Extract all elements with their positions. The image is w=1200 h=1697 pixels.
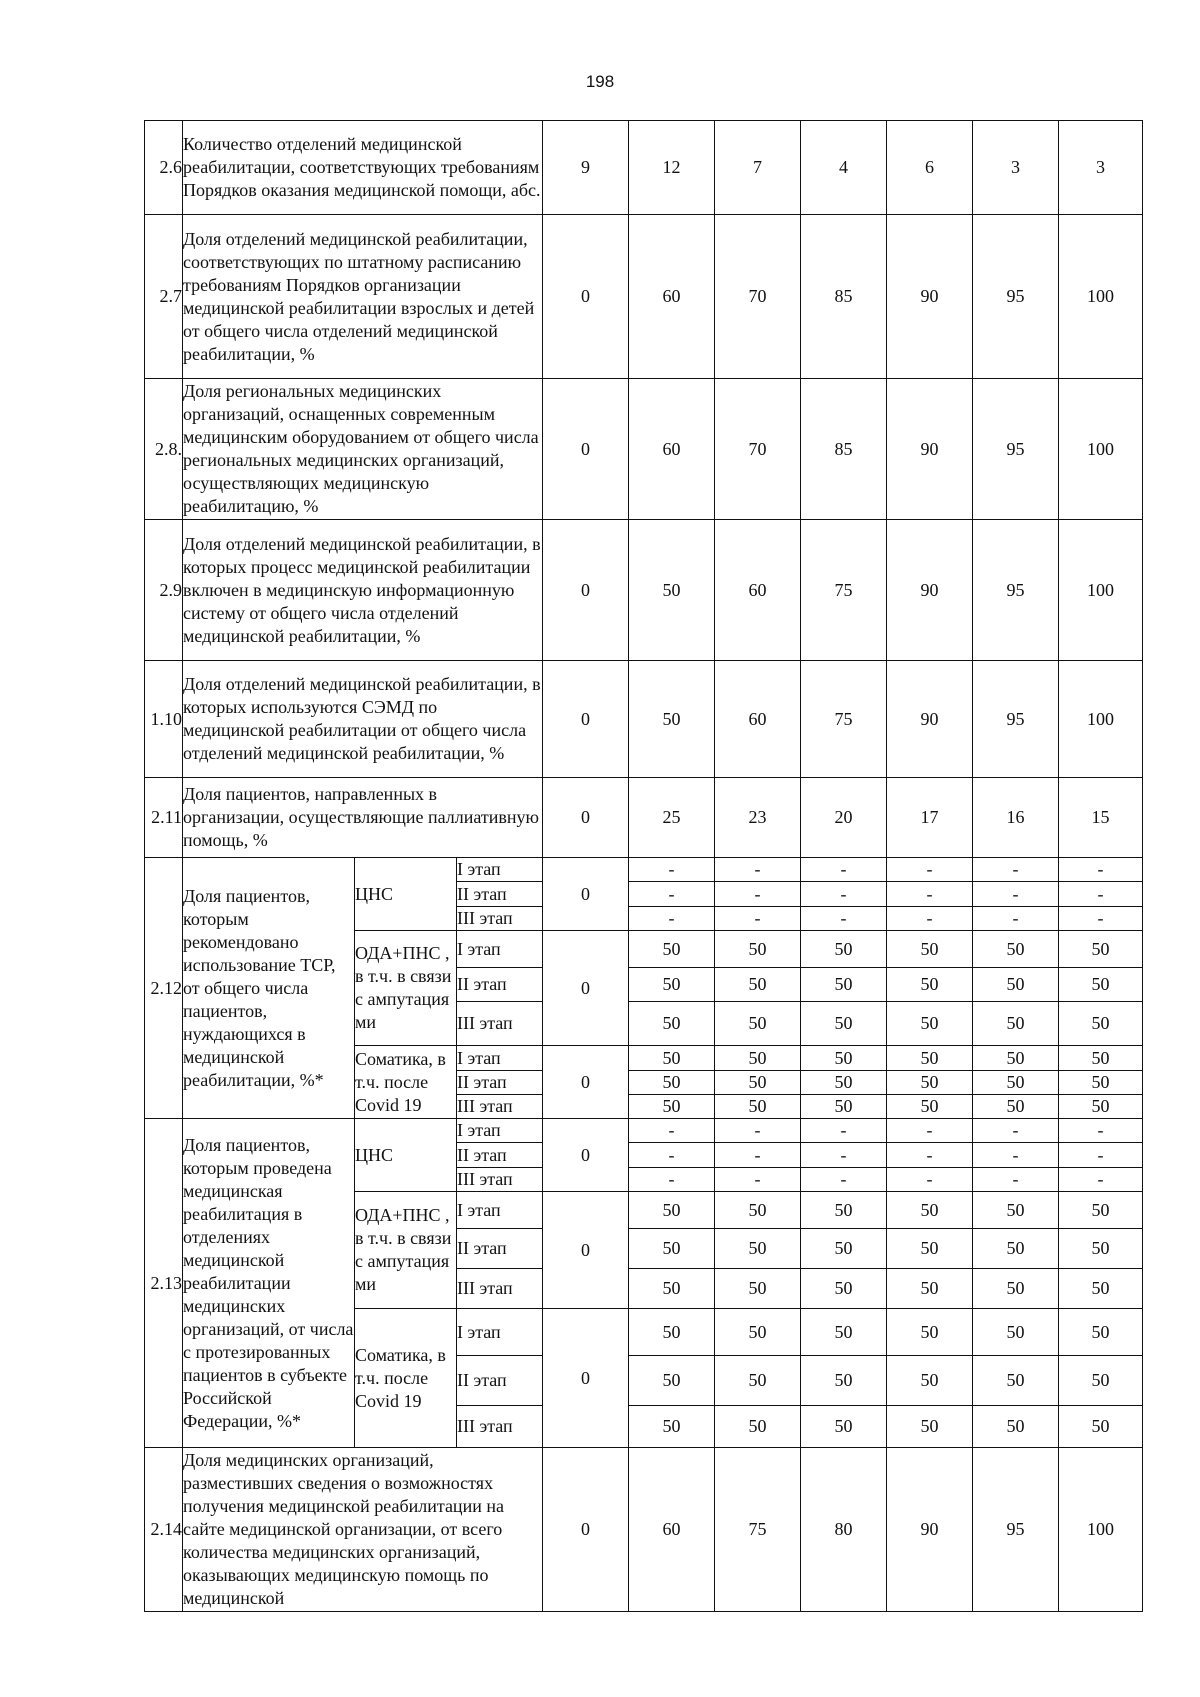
value-cell: -: [801, 882, 887, 907]
stage-label: III этап: [457, 1168, 543, 1192]
base-value: 0: [543, 931, 629, 1046]
value-cell: 20: [801, 778, 887, 858]
value-cell: 50: [629, 1229, 715, 1269]
value-cell: 50: [887, 931, 973, 968]
value-cell: 60: [715, 520, 801, 661]
row-number: 1.10: [145, 661, 183, 778]
base-value: 0: [543, 1309, 629, 1448]
value-cell: 0: [543, 1448, 629, 1612]
value-cell: 50: [973, 1269, 1059, 1309]
stage-label: III этап: [457, 907, 543, 931]
value-cell: 50: [629, 1406, 715, 1448]
value-cell: 50: [715, 1192, 801, 1229]
value-cell: -: [715, 858, 801, 882]
value-cell: 50: [973, 1095, 1059, 1119]
indicator-name: Количество отделений медицинской реабилитации, соответствующих требованиям Порядков оказания медицинской помощи, абс.: [183, 121, 543, 215]
value-cell: 50: [715, 1046, 801, 1071]
value-cell: 3: [1059, 121, 1143, 215]
value-cell: -: [629, 907, 715, 931]
stage-label: II этап: [457, 1229, 543, 1269]
value-cell: 50: [715, 1356, 801, 1406]
row-number: 2.11: [145, 778, 183, 858]
value-cell: 50: [715, 1229, 801, 1269]
value-cell: -: [973, 1143, 1059, 1168]
row-2-9: [145, 520, 1143, 661]
value-cell: -: [715, 882, 801, 907]
value-cell: -: [801, 1168, 887, 1192]
value-cell: 50: [801, 1192, 887, 1229]
value-cell: 17: [887, 778, 973, 858]
value-cell: -: [629, 1143, 715, 1168]
value-cell: 95: [973, 215, 1059, 379]
indicator-name: Доля отделений медицинской реабилитации, соответствующих по штатному расписанию требованиям Порядков организации медицинской реабилитации взрослых и детей от общего числа отделений медицинской реабилитации, %: [183, 215, 543, 379]
value-cell: 50: [801, 1095, 887, 1119]
value-cell: 50: [973, 1071, 1059, 1095]
value-cell: -: [715, 907, 801, 931]
indicator-name: Доля отделений медицинской реабилитации, в которых используются СЭМД по медицинской реабилитации от общего числа отделений медицинской реабилитации, %: [183, 661, 543, 778]
value-cell: 50: [801, 1309, 887, 1356]
value-cell: -: [801, 1119, 887, 1143]
value-cell: 50: [973, 1229, 1059, 1269]
stage-label: III этап: [457, 1002, 543, 1046]
indicator-name: Доля пациентов, которым рекомендовано использование ТСР, от общего числа пациентов, нуждающихся в медицинской реабилитации, %*: [183, 858, 355, 1119]
base-value: 0: [543, 858, 629, 931]
value-cell: 50: [801, 1406, 887, 1448]
value-cell: 50: [629, 520, 715, 661]
value-cell: -: [715, 1143, 801, 1168]
stage-row: [145, 858, 1143, 882]
value-cell: 80: [801, 1448, 887, 1612]
value-cell: 75: [715, 1448, 801, 1612]
value-cell: -: [629, 1119, 715, 1143]
value-cell: 50: [973, 1046, 1059, 1071]
value-cell: -: [887, 907, 973, 931]
value-cell: 50: [629, 1071, 715, 1095]
value-cell: 50: [629, 931, 715, 968]
value-cell: 9: [543, 121, 629, 215]
value-cell: 50: [715, 968, 801, 1002]
category-label: ОДА+ПНС , в т.ч. в связи с ампутация ми: [355, 1192, 457, 1309]
stage-label: I этап: [457, 1046, 543, 1071]
row-1-10: [145, 661, 1143, 778]
row-number: 2.14: [145, 1448, 183, 1612]
value-cell: 60: [629, 1448, 715, 1612]
base-value: 0: [543, 1046, 629, 1119]
value-cell: 50: [887, 1192, 973, 1229]
category-label: Соматика, в т.ч. после Covid 19: [355, 1309, 457, 1448]
stage-label: I этап: [457, 858, 543, 882]
value-cell: 50: [801, 1046, 887, 1071]
row-2-6: [145, 121, 1143, 215]
value-cell: 90: [887, 1448, 973, 1612]
value-cell: 95: [973, 520, 1059, 661]
value-cell: 50: [973, 1192, 1059, 1229]
value-cell: 7: [715, 121, 801, 215]
value-cell: 50: [973, 931, 1059, 968]
value-cell: -: [715, 1168, 801, 1192]
value-cell: 25: [629, 778, 715, 858]
value-cell: 50: [887, 968, 973, 1002]
row-number: 2.7: [145, 215, 183, 379]
page-number: 198: [585, 72, 615, 91]
value-cell: 50: [801, 968, 887, 1002]
value-cell: 50: [715, 1406, 801, 1448]
value-cell: 16: [973, 778, 1059, 858]
value-cell: 90: [887, 520, 973, 661]
value-cell: -: [887, 1119, 973, 1143]
value-cell: 50: [715, 1309, 801, 1356]
value-cell: 50: [887, 1356, 973, 1406]
value-cell: 100: [1059, 215, 1143, 379]
value-cell: 50: [629, 1046, 715, 1071]
value-cell: 70: [715, 379, 801, 520]
stage-label: II этап: [457, 1356, 543, 1406]
value-cell: 50: [801, 1229, 887, 1269]
value-cell: 50: [629, 968, 715, 1002]
stage-label: I этап: [457, 1192, 543, 1229]
value-cell: 50: [1059, 1229, 1143, 1269]
value-cell: -: [801, 907, 887, 931]
value-cell: 50: [1059, 931, 1143, 968]
indicator-name: Доля пациентов, которым проведена медицинская реабилитация в отделениях медицинской реабилитации медицинских организаций, от числа с протезированных пациентов в субъекте Российской Федерации, %*: [183, 1119, 355, 1448]
value-cell: 50: [629, 1309, 715, 1356]
value-cell: 50: [715, 931, 801, 968]
value-cell: -: [1059, 907, 1143, 931]
value-cell: 0: [543, 778, 629, 858]
value-cell: -: [1059, 1168, 1143, 1192]
value-cell: -: [1059, 1119, 1143, 1143]
value-cell: -: [887, 882, 973, 907]
stage-label: I этап: [457, 931, 543, 968]
value-cell: 85: [801, 379, 887, 520]
value-cell: 50: [973, 1356, 1059, 1406]
value-cell: 50: [629, 661, 715, 778]
value-cell: 0: [543, 379, 629, 520]
value-cell: -: [801, 858, 887, 882]
value-cell: 85: [801, 215, 887, 379]
value-cell: -: [973, 858, 1059, 882]
value-cell: -: [629, 858, 715, 882]
value-cell: 50: [887, 1071, 973, 1095]
value-cell: 0: [543, 520, 629, 661]
value-cell: -: [973, 882, 1059, 907]
value-cell: -: [973, 1119, 1059, 1143]
row-number: 2.6: [145, 121, 183, 215]
row-number: 2.9: [145, 520, 183, 661]
row-2-11: [145, 778, 1143, 858]
stage-label: II этап: [457, 882, 543, 907]
stage-label: I этап: [457, 1309, 543, 1356]
base-value: 0: [543, 1192, 629, 1309]
value-cell: 60: [629, 379, 715, 520]
value-cell: 23: [715, 778, 801, 858]
value-cell: 50: [801, 1071, 887, 1095]
value-cell: 50: [801, 1002, 887, 1046]
value-cell: 50: [1059, 1309, 1143, 1356]
stage-label: I этап: [457, 1119, 543, 1143]
value-cell: 50: [973, 1002, 1059, 1046]
value-cell: -: [887, 1143, 973, 1168]
stage-row: [145, 1119, 1143, 1143]
category-label: Соматика, в т.ч. после Covid 19: [355, 1046, 457, 1119]
value-cell: 50: [629, 1356, 715, 1406]
value-cell: 50: [629, 1095, 715, 1119]
value-cell: -: [801, 1143, 887, 1168]
value-cell: 50: [887, 1002, 973, 1046]
indicator-name: Доля отделений медицинской реабилитации, в которых процесс медицинской реабилитации включен в медицинскую информационную систему от общего числа отделений медицинской реабилитации, %: [183, 520, 543, 661]
indicator-name: Доля медицинских организаций, разместивших сведения о возможностях получения медицинской реабилитации на сайте медицинской организации, от всего количества медицинских организаций, оказывающих медицинскую помощь по медицинской: [183, 1448, 543, 1612]
value-cell: 50: [801, 931, 887, 968]
value-cell: 70: [715, 215, 801, 379]
row-number: 2.8.: [145, 379, 183, 520]
category-label: ОДА+ПНС , в т.ч. в связи с ампутация ми: [355, 931, 457, 1046]
value-cell: 50: [973, 968, 1059, 1002]
stage-label: II этап: [457, 968, 543, 1002]
value-cell: 95: [973, 1448, 1059, 1612]
value-cell: 100: [1059, 661, 1143, 778]
row-number: 2.13: [145, 1119, 183, 1448]
row-number: 2.12: [145, 858, 183, 1119]
value-cell: 50: [887, 1406, 973, 1448]
value-cell: -: [887, 858, 973, 882]
value-cell: -: [715, 1119, 801, 1143]
value-cell: -: [973, 907, 1059, 931]
value-cell: 90: [887, 215, 973, 379]
indicators-table: [144, 120, 1143, 1612]
value-cell: -: [887, 1168, 973, 1192]
value-cell: 50: [1059, 1071, 1143, 1095]
value-cell: 50: [887, 1095, 973, 1119]
category-label: ЦНС: [355, 1119, 457, 1192]
value-cell: 50: [715, 1095, 801, 1119]
value-cell: 60: [629, 215, 715, 379]
table-body: [145, 121, 1143, 1612]
value-cell: 95: [973, 661, 1059, 778]
value-cell: -: [973, 1168, 1059, 1192]
value-cell: 50: [887, 1046, 973, 1071]
value-cell: 50: [1059, 968, 1143, 1002]
value-cell: 50: [715, 1002, 801, 1046]
indicator-name: Доля пациентов, направленных в организации, осуществляющие паллиативную помощь, %: [183, 778, 543, 858]
value-cell: 50: [1059, 1356, 1143, 1406]
value-cell: -: [629, 1168, 715, 1192]
row-2-8: [145, 379, 1143, 520]
value-cell: -: [1059, 882, 1143, 907]
value-cell: 0: [543, 661, 629, 778]
value-cell: 50: [1059, 1192, 1143, 1229]
indicator-name: Доля региональных медицинских организаций, оснащенных современным медицинским оборудованием от общего числа региональных медицинских организаций, осуществляющих медицинскую реабилитацию, %: [183, 379, 543, 520]
value-cell: 50: [887, 1309, 973, 1356]
value-cell: 50: [715, 1071, 801, 1095]
stage-label: II этап: [457, 1071, 543, 1095]
value-cell: 4: [801, 121, 887, 215]
value-cell: -: [1059, 858, 1143, 882]
base-value: 0: [543, 1119, 629, 1192]
value-cell: 50: [801, 1269, 887, 1309]
value-cell: 50: [629, 1002, 715, 1046]
value-cell: 50: [629, 1269, 715, 1309]
row-2-7: [145, 215, 1143, 379]
value-cell: 50: [1059, 1095, 1143, 1119]
value-cell: 6: [887, 121, 973, 215]
value-cell: 50: [1059, 1002, 1143, 1046]
value-cell: 50: [1059, 1269, 1143, 1309]
category-label: ЦНС: [355, 858, 457, 931]
value-cell: 75: [801, 520, 887, 661]
value-cell: 50: [887, 1229, 973, 1269]
value-cell: 50: [715, 1269, 801, 1309]
row-2-14: [145, 1448, 1143, 1612]
value-cell: 50: [973, 1309, 1059, 1356]
value-cell: 50: [801, 1356, 887, 1406]
value-cell: 12: [629, 121, 715, 215]
value-cell: 95: [973, 379, 1059, 520]
stage-label: III этап: [457, 1406, 543, 1448]
value-cell: -: [629, 882, 715, 907]
value-cell: -: [1059, 1143, 1143, 1168]
value-cell: 90: [887, 379, 973, 520]
value-cell: 0: [543, 215, 629, 379]
value-cell: 50: [973, 1406, 1059, 1448]
stage-label: III этап: [457, 1269, 543, 1309]
value-cell: 50: [1059, 1406, 1143, 1448]
value-cell: 50: [1059, 1046, 1143, 1071]
value-cell: 100: [1059, 379, 1143, 520]
stage-label: III этап: [457, 1095, 543, 1119]
stage-label: II этап: [457, 1143, 543, 1168]
value-cell: 75: [801, 661, 887, 778]
value-cell: 100: [1059, 1448, 1143, 1612]
value-cell: 100: [1059, 520, 1143, 661]
value-cell: 50: [887, 1269, 973, 1309]
value-cell: 90: [887, 661, 973, 778]
value-cell: 60: [715, 661, 801, 778]
value-cell: 3: [973, 121, 1059, 215]
value-cell: 50: [629, 1192, 715, 1229]
value-cell: 15: [1059, 778, 1143, 858]
